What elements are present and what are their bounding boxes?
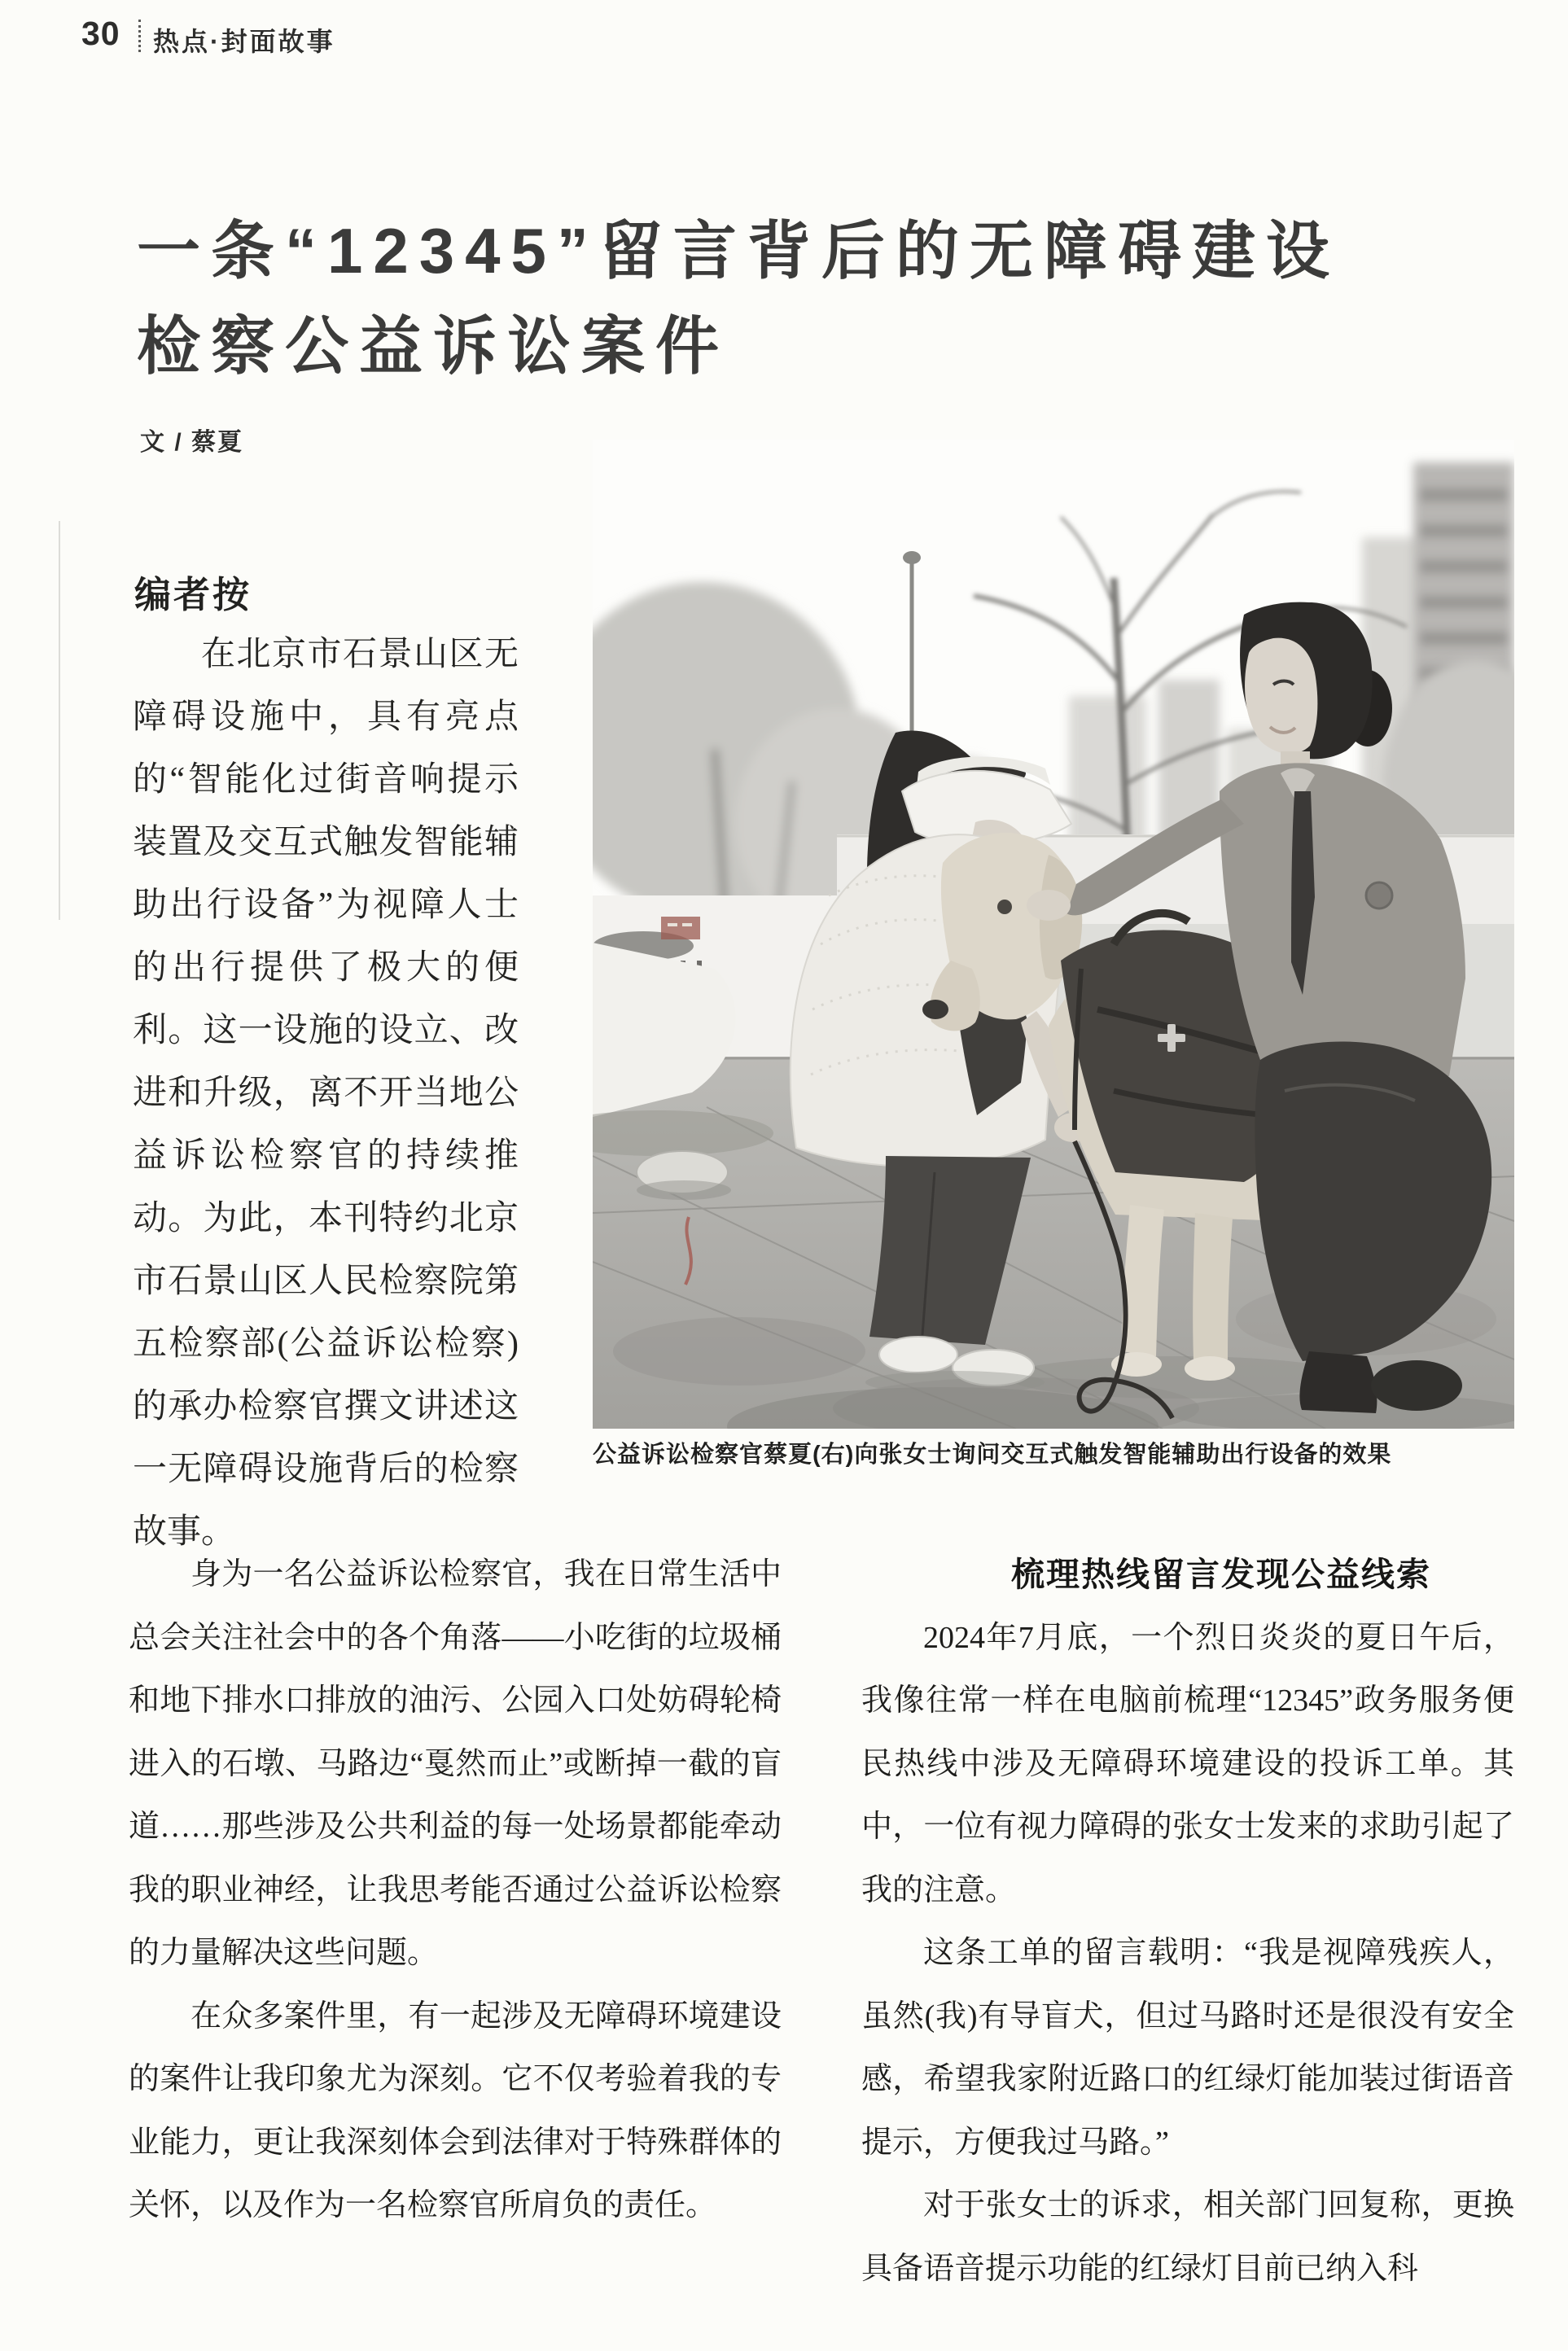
- photo-dog-shadow: [1008, 1356, 1350, 1399]
- body-paragraph: 这条工单的留言载明：“我是视障残疾人，虽然(我)有导盲犬，但过马路时还是很没有安全感，希望我家附近路口的红绿灯能加装过街语音提示，方便我过马路。”: [861, 1936, 1514, 2160]
- article-title-line2: 检察公益诉讼案件: [137, 310, 730, 382]
- photo-caption: 公益诉讼检察官蔡夏(右)向张女士询问交互式触发智能辅助出行设备的效果: [593, 1442, 1392, 1468]
- body-paragraph: 2024年7月底，一个烈日炎炎的夏日午后，我像往常一样在电脑前梳理“12345”政务服务便民热线中涉及无障碍环境建设的投诉工单。其中，一位有视力障碍的张女士发来的求助引起了我的注意。: [861, 1620, 1514, 1907]
- section-name: 热点·封面故事: [153, 27, 335, 56]
- header-divider: [138, 20, 141, 52]
- body-subheading: 梳理热线留言发现公益线索: [1011, 1556, 1431, 1593]
- body-paragraph: 对于张女士的诉求，相关部门回复称，更换具备语音提示功能的红绿灯目前已纳入科: [861, 2188, 1514, 2286]
- body-column-right: [861, 1543, 1514, 2301]
- article-title-line1: 一条“12345”留言背后的无障碍建设: [137, 215, 1340, 287]
- article-title: [137, 204, 1504, 394]
- guide-dog-photo-illustration: [593, 440, 1514, 1429]
- body-paragraph: 身为一名公益诉讼检察官，我在日常生活中总会关注社会中的各个角落——小吃街的垃圾桶和地下排水口排放的油污、公园入口处妨碍轮椅进入的石墩、马路边“戛然而止”或断掉一截的盲道……那些涉及公共利益的每一处场景都能牵动我的职业神经，让我思考能否通过公益诉讼检察的力量解决这些问题。: [129, 1557, 782, 1970]
- editor-note-label: 编者按: [134, 574, 252, 615]
- article-photo: [593, 440, 1514, 1429]
- body-column-left: [129, 1543, 782, 2238]
- article-byline: 文 / 蔡夏: [140, 429, 244, 456]
- page-number: 30: [81, 15, 120, 52]
- scan-crease-line: [59, 521, 60, 920]
- body-paragraph: 在众多案件里，有一起涉及无障碍环境建设的案件让我印象尤为深刻。它不仅考验着我的专业能力，更让我深刻体会到法律对于特殊群体的关怀，以及作为一名检察官所肩负的责任。: [129, 1999, 782, 2222]
- editor-note-text: 在北京市石景山区无障碍设施中，具有亮点的“智能化过街音响提示装置及交互式触发智能辅助出行设备”为视障人士的出行提供了极大的便利。这一设施的设立、改进和升级，离不开当地公益诉讼检察官的持续推动。为此，本刊特约北京市石景山区人民检察院第五检察部(公益诉讼检察)的承办检察官撰文讲述这一无障碍设施背后的检察故事。: [133, 636, 519, 1551]
